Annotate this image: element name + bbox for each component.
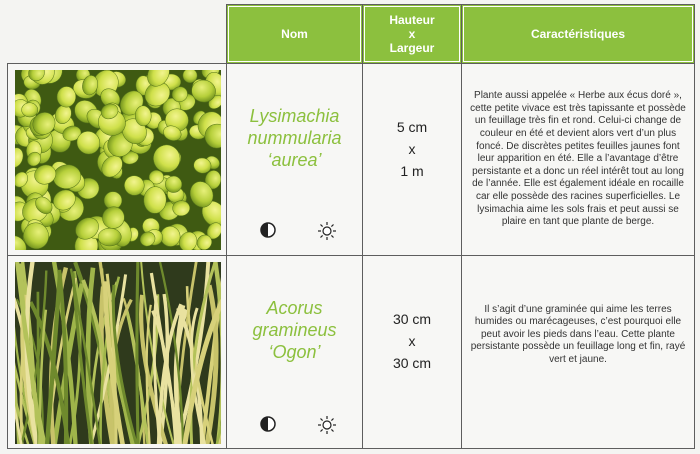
- photo-cell-lysimachia: [7, 63, 227, 256]
- desc-cell-acorus: [461, 255, 695, 449]
- half-shade-icon: [259, 221, 277, 239]
- header-hauteur-label: Hauteur: [389, 13, 435, 27]
- plant-name-line3: ‘Ogon’: [268, 342, 321, 362]
- exposure-icons: [259, 415, 337, 435]
- grass-blade: [137, 262, 138, 444]
- plant-name-line1: Lysimachia: [249, 105, 340, 126]
- plant-name-line1: Acorus: [266, 298, 323, 318]
- header-caracteristiques: [461, 4, 695, 64]
- header-caracteristiques-label: Caractéristiques: [530, 27, 626, 41]
- plant-name-line2: gramineus: [252, 320, 337, 340]
- photo-cell-acorus: [7, 255, 227, 449]
- header-nom-label: Nom: [281, 27, 308, 41]
- plant-name-line3: ‘aurea’: [267, 149, 322, 170]
- size-cell-lysimachia: [362, 63, 462, 256]
- leaf-shape: [21, 103, 38, 118]
- half-shade-icon: [259, 415, 277, 433]
- leaf-shape: [98, 228, 121, 246]
- plant-name-line2: nummularia: [247, 127, 342, 148]
- plant-height: 30 cm: [392, 311, 432, 327]
- lysimachia-photo: [15, 70, 221, 250]
- name-cell-lysimachia: [226, 63, 363, 256]
- plant-description: Il s’agit d’une graminée qui aime les terres humides ou marécageuses, c’est pourquoi elle peut avoir les pieds dans l’eau. Cette plante persistante possède un feuillage long et fin, rayé vert et jaune.: [470, 303, 686, 365]
- header-nom: [226, 4, 363, 64]
- exposure-icons: [259, 221, 337, 241]
- sun-icon: [317, 221, 337, 241]
- acorus-photo: [15, 262, 221, 444]
- plant-width: 30 cm: [392, 355, 432, 371]
- plant-size-x: x: [408, 333, 416, 349]
- header-x-label: x: [408, 27, 416, 41]
- sun-icon: [317, 415, 337, 435]
- name-cell-acorus: [226, 255, 363, 449]
- size-cell-acorus: [362, 255, 462, 449]
- plant-size-x: x: [408, 140, 416, 157]
- header-hauteur-largeur: [362, 4, 462, 64]
- desc-cell-lysimachia: [461, 63, 695, 256]
- plant-description: Plante aussi appelée « Herbe aux écus doré », cette petite vivace est très tapissante et possède un feuillage très fin et rond. Celui-ci change de couleur en été et devient alors vert d’un plus foncé. De discrètes petites feuilles jaunes font leur apparition en été. Elle a l’avantage d’être persistante et a donc un réel intérêt tout au long de l’année. Elle est également idéale en rocaille car elle possède des racines superficielles. Le lysimachia aime les sols frais et peut aussi se plaire en tant que plante de berge.: [470, 90, 686, 228]
- plant-width: 1 m: [400, 162, 424, 179]
- plant-height: 5 cm: [396, 118, 428, 135]
- header-largeur-label: Largeur: [389, 41, 435, 55]
